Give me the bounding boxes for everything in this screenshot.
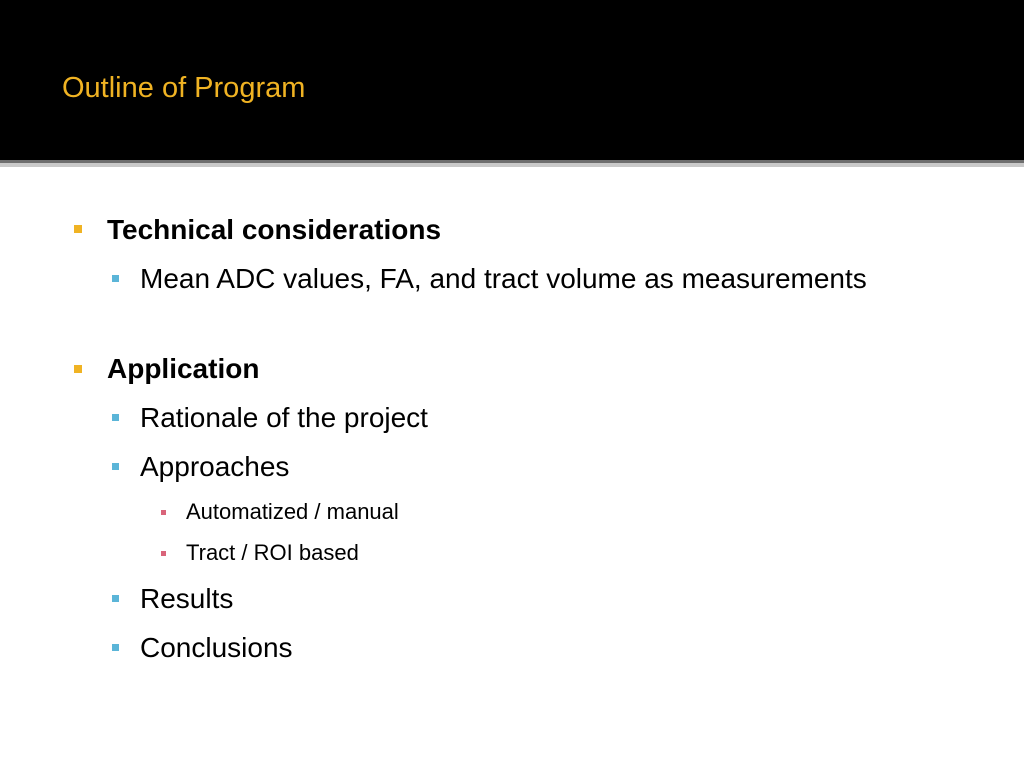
bullet-square-icon [112,275,119,282]
bullet-square-icon [112,644,119,651]
title-divider-shadow [0,163,1024,167]
bullet-square-icon [112,414,119,421]
title-bar [0,0,1024,160]
bullet-level2-text: Conclusions [140,632,293,663]
bullet-level1-text: Application [107,353,260,384]
bullet-level3-text: Automatized / manual [186,499,399,524]
bullet-square-icon [74,225,82,233]
bullet-level1-text: Technical considerations [107,214,442,245]
slide-title: Outline of Program [62,72,306,104]
bullet-square-icon [112,595,119,602]
bullet-level2-text: Approaches [140,451,290,482]
bullet-level2-text: Results [140,583,234,614]
bullet-level3-text: Tract / ROI based [186,540,359,565]
bullet-level2-text: Rationale of the project [140,402,428,433]
bullet-square-icon [161,510,166,515]
bullet-level2-text: Mean ADC values, FA, and tract volume as measurements [140,263,867,294]
bullet-square-icon [112,463,119,470]
bullet-square-icon [161,551,166,556]
bullet-square-icon [74,365,82,373]
